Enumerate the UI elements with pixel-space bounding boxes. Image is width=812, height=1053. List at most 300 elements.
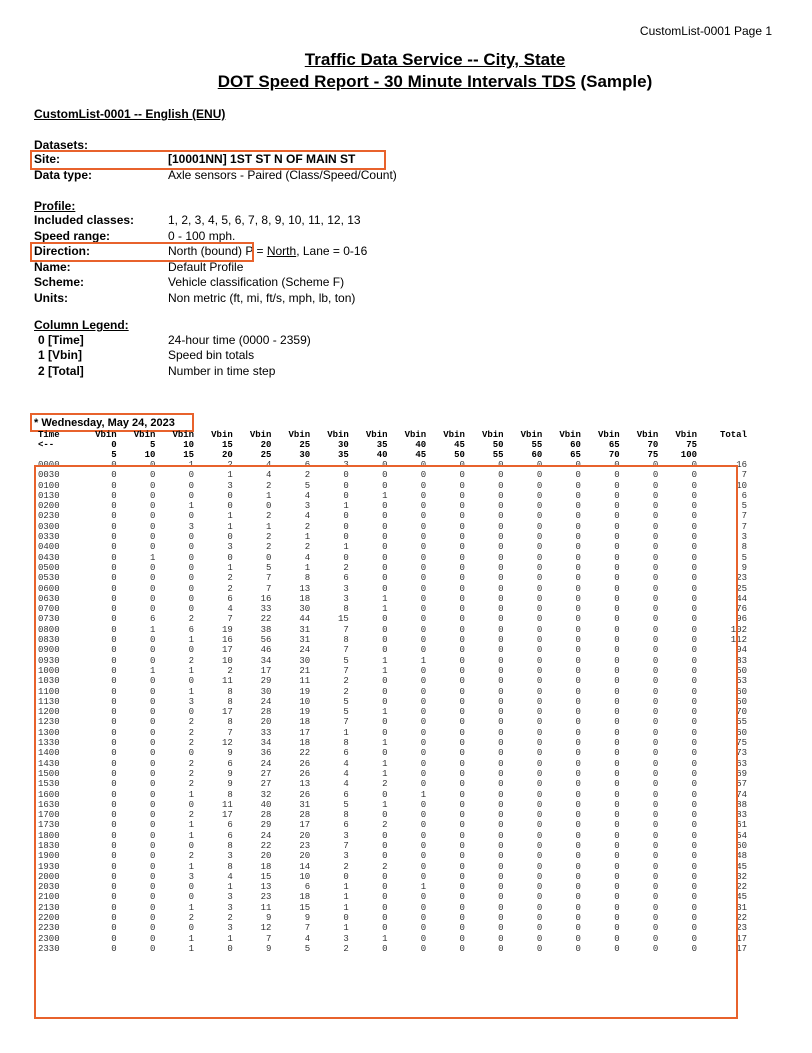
vbin-cell: 0 [420, 665, 427, 676]
vbin-cell: 0 [498, 871, 504, 882]
vbin-cell: 15 [260, 871, 272, 882]
header-vbin-cell: 35 [338, 450, 349, 460]
vbin-cell: 0 [536, 573, 543, 584]
vbin-cell: 0 [498, 717, 504, 728]
time-cell: 0300 [38, 521, 60, 532]
vbin-cell: 0 [691, 490, 697, 501]
vbin-cell: 0 [498, 604, 504, 615]
vbin-cell: 0 [536, 768, 543, 779]
vbin-cell: 0 [498, 933, 504, 944]
vbin-cell: 0 [420, 511, 427, 522]
vbin-cell: 0 [149, 810, 156, 821]
vbin-cell: 0 [498, 768, 504, 779]
vbin-cell: 0 [343, 871, 349, 882]
header-vbin-cell: Vbin [133, 430, 156, 440]
vbin-cell: 1 [382, 665, 388, 676]
vbin-cell: 0 [459, 768, 465, 779]
vbin-cell: 17 [299, 727, 311, 738]
vbin-cell: 0 [536, 552, 543, 563]
time-cell: 0700 [38, 604, 60, 615]
total-cell: 23 [736, 923, 747, 934]
vbin-cell: 0 [614, 830, 620, 841]
total-cell: 17 [736, 943, 747, 954]
vbin-cell: 6 [227, 830, 233, 841]
time-cell: 1100 [38, 686, 60, 697]
vbin-cell: 0 [459, 480, 465, 491]
vbin-cell: 11 [299, 676, 311, 687]
vbin-cell: 0 [691, 861, 697, 872]
vbin-cell: 1 [188, 460, 195, 470]
units-value: Non metric (ft, mi, ft/s, mph, lb, ton) [168, 291, 356, 305]
vbin-cell: 0 [459, 882, 465, 893]
vbin-cell: 0 [536, 686, 543, 697]
vbin-cell: 0 [691, 470, 697, 481]
header-vbin-cell: 35 [376, 440, 388, 450]
vbin-cell: 1 [227, 933, 233, 944]
vbin-cell: 0 [420, 686, 427, 697]
vbin-cell: 0 [614, 521, 620, 532]
vbin-cell: 5 [266, 562, 272, 573]
vbin-cell: 1 [343, 727, 349, 738]
vbin-cell: 0 [498, 542, 504, 553]
time-cell: 0230 [38, 511, 60, 522]
total-cell: 7 [741, 511, 747, 522]
header-vbin-cell: 70 [647, 440, 659, 450]
total-cell: 73 [736, 748, 747, 759]
vbin-cell: 0 [614, 933, 620, 944]
vbin-cell: 0 [498, 562, 504, 573]
header-vbin-cell: Vbin [172, 430, 195, 440]
datatype-label: Data type: [34, 168, 93, 182]
vbin-cell: 0 [149, 604, 156, 615]
vbin-cell: 0 [614, 882, 620, 893]
vbin-cell: 0 [575, 480, 581, 491]
vbin-cell: 5 [343, 655, 349, 666]
vbin-cell: 3 [343, 583, 349, 594]
vbin-cell: 0 [149, 676, 156, 687]
speed-value: 0 - 100 mph. [168, 229, 236, 243]
vbin-cell: 0 [536, 593, 543, 604]
vbin-cell: 0 [614, 758, 620, 769]
vbin-cell: 18 [299, 593, 311, 604]
vbin-cell: 0 [149, 902, 156, 913]
vbin-cell: 0 [111, 665, 117, 676]
vbin-cell: 0 [498, 583, 504, 594]
vbin-cell: 0 [111, 799, 117, 810]
vbin-cell: 0 [382, 717, 388, 728]
vbin-cell: 0 [111, 748, 117, 759]
vbin-cell: 1 [188, 635, 195, 646]
classes-value: 1, 2, 3, 4, 5, 6, 7, 8, 9, 10, 11, 12, 13 [168, 213, 361, 227]
vbin-cell: 0 [188, 562, 195, 573]
vbin-cell: 29 [260, 820, 272, 831]
total-cell: 44 [736, 593, 747, 604]
vbin-cell: 17 [299, 820, 311, 831]
time-cell: 1000 [38, 665, 60, 676]
vbin-cell: 0 [614, 552, 620, 563]
vbin-cell: 0 [227, 532, 233, 543]
vbin-cell: 4 [304, 552, 311, 563]
vbin-cell: 0 [498, 511, 504, 522]
vbin-cell: 0 [691, 604, 697, 615]
vbin-cell: 0 [652, 532, 659, 543]
vbin-cell: 0 [111, 830, 117, 841]
vbin-cell: 0 [420, 820, 427, 831]
vbin-cell: 0 [691, 913, 697, 924]
vbin-cell: 0 [420, 758, 427, 769]
vbin-cell: 0 [614, 511, 620, 522]
vbin-cell: 6 [343, 820, 349, 831]
vbin-cell: 0 [420, 923, 427, 934]
vbin-cell: 0 [652, 552, 659, 563]
header-vbin-cell: 60 [570, 440, 581, 450]
vbin-cell: 0 [149, 882, 156, 893]
vbin-cell: 0 [459, 583, 465, 594]
vbin-cell: 0 [498, 892, 504, 903]
header-vbin-cell: 20 [260, 440, 272, 450]
vbin-cell: 0 [111, 614, 117, 625]
vbin-cell: 0 [149, 532, 156, 543]
vbin-cell: 0 [382, 748, 388, 759]
header-vbin-cell: Vbin [675, 430, 697, 440]
vbin-cell: 0 [111, 913, 117, 924]
total-cell: 53 [736, 676, 747, 687]
vbin-cell: 0 [536, 851, 543, 862]
vbin-cell: 27 [260, 768, 272, 779]
vbin-cell: 0 [652, 902, 659, 913]
vbin-cell: 2 [343, 676, 349, 687]
vbin-cell: 0 [614, 573, 620, 584]
vbin-cell: 0 [498, 552, 504, 563]
vbin-cell: 1 [188, 789, 195, 800]
time-cell: 0730 [38, 614, 60, 625]
vbin-cell: 0 [382, 882, 388, 893]
total-cell: 16 [736, 460, 747, 470]
vbin-cell: 0 [498, 779, 504, 790]
units-label: Units: [34, 291, 68, 305]
vbin-cell: 30 [299, 655, 311, 666]
vbin-cell: 0 [382, 923, 388, 934]
vbin-cell: 3 [188, 696, 195, 707]
vbin-cell: 0 [498, 913, 504, 924]
vbin-cell: 0 [536, 738, 543, 749]
vbin-cell: 0 [420, 913, 427, 924]
vbin-cell: 34 [260, 655, 272, 666]
vbin-cell: 0 [149, 490, 156, 501]
vbin-cell: 0 [498, 676, 504, 687]
total-cell: 70 [736, 707, 747, 718]
time-cell: 0000 [38, 460, 60, 470]
vbin-cell: 0 [536, 779, 543, 790]
vbin-cell: 0 [652, 943, 659, 954]
vbin-cell: 0 [652, 871, 659, 882]
vbin-cell: 0 [382, 645, 388, 656]
vbin-cell: 0 [149, 480, 156, 491]
vbin-cell: 2 [188, 614, 195, 625]
vbin-cell: 0 [536, 810, 543, 821]
vbin-cell: 0 [691, 851, 697, 862]
vbin-cell: 8 [343, 604, 349, 615]
vbin-cell: 20 [299, 830, 311, 841]
speed-label: Speed range: [34, 229, 111, 243]
vbin-cell: 0 [536, 532, 543, 543]
vbin-cell: 0 [691, 655, 697, 666]
vbin-cell: 0 [536, 727, 543, 738]
vbin-cell: 0 [498, 645, 504, 656]
vbin-cell: 1 [382, 768, 388, 779]
vbin-cell: 0 [111, 789, 117, 800]
time-cell: 0600 [38, 583, 60, 594]
vbin-cell: 0 [536, 624, 543, 635]
vbin-cell: 2 [343, 686, 349, 697]
vbin-cell: 6 [304, 460, 311, 470]
vbin-cell: 0 [536, 521, 543, 532]
legend-value: Speed bin totals [168, 348, 255, 362]
total-cell: 32 [736, 871, 747, 882]
vbin-cell: 0 [420, 676, 427, 687]
vbin-cell: 0 [188, 923, 195, 934]
vbin-cell: 0 [420, 892, 427, 903]
vbin-cell: 0 [614, 645, 620, 656]
vbin-cell: 0 [498, 789, 504, 800]
vbin-cell: 1 [227, 470, 233, 481]
vbin-cell: 0 [188, 552, 195, 563]
vbin-cell: 0 [614, 480, 620, 491]
vbin-cell: 0 [149, 501, 156, 512]
time-cell: 0430 [38, 552, 60, 563]
vbin-cell: 0 [536, 696, 543, 707]
vbin-cell: 3 [343, 830, 349, 841]
vbin-cell: 0 [652, 542, 659, 553]
header-vbin-cell: 10 [144, 450, 156, 460]
total-cell: 112 [730, 635, 747, 646]
vbin-cell: 6 [343, 789, 349, 800]
vbin-cell: 0 [575, 635, 581, 646]
vbin-cell: 0 [459, 511, 465, 522]
vbin-cell: 1 [420, 655, 427, 666]
vbin-cell: 2 [343, 562, 349, 573]
vbin-cell: 0 [382, 552, 388, 563]
total-cell: 22 [736, 913, 747, 924]
vbin-cell: 1 [188, 501, 195, 512]
time-cell: 0900 [38, 645, 60, 656]
vbin-cell: 0 [420, 521, 427, 532]
vbin-cell: 0 [691, 686, 697, 697]
time-cell: 1700 [38, 810, 60, 821]
vbin-cell: 0 [459, 552, 465, 563]
vbin-cell: 1 [382, 799, 388, 810]
vbin-cell: 2 [304, 521, 311, 532]
vbin-cell: 0 [614, 686, 620, 697]
vbin-cell: 0 [188, 573, 195, 584]
vbin-cell: 0 [227, 943, 233, 954]
vbin-cell: 24 [260, 758, 272, 769]
vbin-cell: 3 [343, 933, 349, 944]
header-vbin-cell: 15 [221, 440, 233, 450]
vbin-cell: 4 [266, 470, 272, 481]
vbin-cell: 9 [304, 913, 311, 924]
vbin-cell: 0 [614, 892, 620, 903]
vbin-cell: 2 [266, 511, 272, 522]
vbin-cell: 1 [420, 882, 427, 893]
vbin-cell: 0 [652, 573, 659, 584]
vbin-cell: 0 [575, 738, 581, 749]
vbin-cell: 6 [227, 758, 233, 769]
time-cell: 1400 [38, 748, 60, 759]
vbin-cell: 0 [691, 810, 697, 821]
vbin-cell: 0 [575, 768, 581, 779]
vbin-cell: 0 [459, 902, 465, 913]
vbin-cell: 0 [149, 923, 156, 934]
vbin-cell: 0 [459, 635, 465, 646]
vbin-cell: 0 [536, 789, 543, 800]
vbin-cell: 0 [691, 552, 697, 563]
header-vbin-cell: 25 [260, 450, 272, 460]
header-vbin-cell: Vbin [598, 430, 620, 440]
vbin-cell: 0 [459, 676, 465, 687]
total-cell: 96 [736, 614, 747, 625]
vbin-cell: 0 [420, 501, 427, 512]
vbin-cell: 0 [111, 820, 117, 831]
vbin-cell: 32 [260, 789, 272, 800]
total-cell: 83 [736, 810, 747, 821]
vbin-cell: 5 [343, 696, 349, 707]
vbin-cell: 2 [304, 470, 311, 481]
datasets-heading: Datasets: [34, 138, 89, 152]
vbin-cell: 30 [299, 604, 311, 615]
vbin-cell: 0 [691, 645, 697, 656]
vbin-cell: 0 [614, 789, 620, 800]
vbin-cell: 0 [614, 501, 620, 512]
vbin-cell: 0 [652, 707, 659, 718]
vbin-cell: 0 [459, 521, 465, 532]
vbin-cell: 0 [420, 902, 427, 913]
vbin-cell: 0 [149, 655, 156, 666]
vbin-cell: 0 [498, 923, 504, 934]
vbin-cell: 1 [188, 665, 195, 676]
vbin-cell: 0 [536, 645, 543, 656]
vbin-cell: 0 [652, 583, 659, 594]
vbin-cell: 0 [382, 624, 388, 635]
vbin-cell: 0 [459, 871, 465, 882]
legend-heading: Column Legend: [34, 318, 129, 332]
vbin-cell: 1 [188, 686, 195, 697]
vbin-cell: 0 [575, 511, 581, 522]
vbin-cell: 6 [188, 624, 195, 635]
vbin-cell: 0 [652, 521, 659, 532]
header-row-2 [38, 440, 747, 450]
header-vbin-cell: 70 [608, 450, 620, 460]
vbin-cell: 0 [652, 789, 659, 800]
vbin-cell: 0 [188, 799, 195, 810]
total-cell: 75 [736, 738, 747, 749]
vbin-cell: 4 [343, 768, 349, 779]
vbin-cell: 24 [299, 645, 311, 656]
header-vbin-cell: 60 [531, 450, 543, 460]
vbin-cell: 38 [260, 624, 272, 635]
time-cell: 0130 [38, 490, 60, 501]
header-vbin-cell: Vbin [211, 430, 233, 440]
vbin-cell: 17 [221, 645, 233, 656]
vbin-cell: 7 [304, 923, 311, 934]
vbin-cell: 26 [299, 758, 311, 769]
vbin-cell: 0 [652, 913, 659, 924]
vbin-cell: 1 [382, 738, 388, 749]
vbin-cell: 0 [420, 851, 427, 862]
vbin-cell: 0 [575, 645, 581, 656]
vbin-cell: 0 [691, 562, 697, 573]
vbin-cell: 0 [111, 892, 117, 903]
vbin-cell: 0 [420, 460, 427, 470]
header-vbin-cell: Vbin [327, 430, 349, 440]
vbin-cell: 0 [382, 892, 388, 903]
vbin-cell: 0 [575, 562, 581, 573]
vbin-cell: 31 [299, 624, 311, 635]
vbin-cell: 0 [536, 933, 543, 944]
vbin-cell: 0 [614, 748, 620, 759]
total-cell: 60 [736, 686, 747, 697]
vbin-cell: 3 [188, 871, 195, 882]
vbin-cell: 15 [338, 614, 349, 625]
vbin-cell: 1 [266, 521, 272, 532]
vbin-cell: 0 [498, 655, 504, 666]
vbin-cell: 6 [304, 882, 311, 893]
vbin-cell: 0 [111, 861, 117, 872]
header-total-cell: Total [719, 430, 747, 440]
header-vbin-cell: Vbin [481, 430, 504, 440]
vbin-cell: 3 [227, 902, 233, 913]
vbin-cell: 1 [188, 902, 195, 913]
time-cell: 2300 [38, 933, 60, 944]
vbin-cell: 8 [227, 861, 233, 872]
vbin-cell: 31 [299, 635, 311, 646]
header-vbin-cell: 5 [149, 440, 156, 450]
vbin-cell: 1 [343, 542, 349, 553]
time-cell: 0100 [38, 480, 60, 491]
vbin-cell: 0 [459, 501, 465, 512]
vbin-cell: 0 [575, 758, 581, 769]
time-cell: 1730 [38, 820, 60, 831]
vbin-cell: 0 [536, 871, 543, 882]
vbin-cell: 0 [652, 645, 659, 656]
vbin-cell: 0 [691, 614, 697, 625]
title-line1-text: Traffic Data Service -- City, State [304, 50, 566, 69]
vbin-cell: 0 [652, 882, 659, 893]
vbin-cell: 0 [382, 902, 388, 913]
vbin-cell: 0 [459, 696, 465, 707]
vbin-cell: 0 [498, 902, 504, 913]
vbin-cell: 0 [459, 943, 465, 954]
vbin-cell: 0 [691, 892, 697, 903]
total-cell: 9 [741, 562, 747, 573]
vbin-cell: 0 [459, 779, 465, 790]
vbin-cell: 0 [536, 892, 543, 903]
vbin-cell: 0 [498, 460, 504, 470]
time-cell: 0530 [38, 573, 60, 584]
vbin-cell: 9 [227, 768, 233, 779]
total-cell: 22 [736, 882, 747, 893]
vbin-cell: 3 [343, 851, 349, 862]
vbin-cell: 0 [149, 562, 156, 573]
vbin-cell: 7 [343, 665, 349, 676]
vbin-cell: 6 [343, 748, 349, 759]
vbin-cell: 0 [691, 748, 697, 759]
vbin-cell: 6 [343, 573, 349, 584]
vbin-cell: 0 [420, 768, 427, 779]
vbin-cell: 0 [691, 676, 697, 687]
vbin-cell: 0 [459, 470, 465, 481]
vbin-cell: 23 [299, 840, 311, 851]
